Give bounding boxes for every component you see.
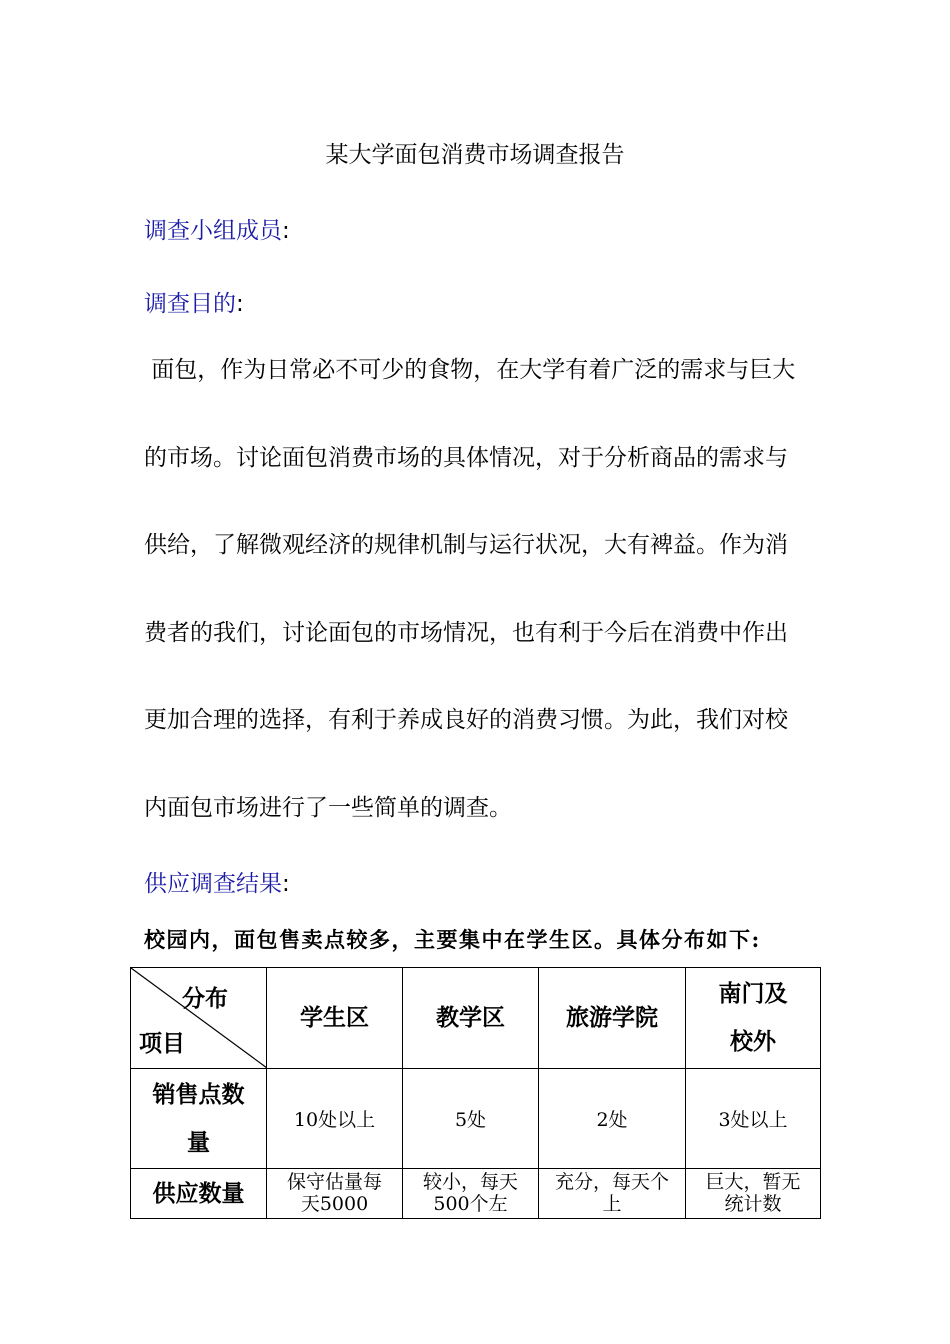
paragraph-line: 面包，作为日常必不可少的食物，在大学有着广泛的需求与巨大 <box>144 357 796 383</box>
section-colon: : <box>282 871 290 897</box>
column-header: 教学区 <box>403 968 539 1069</box>
paragraph-line: 的市场。讨论面包消费市场的具体情况，对于分析商品的需求与 <box>144 444 788 471</box>
table-row <box>131 1069 821 1169</box>
table-cell: 10处以上 <box>267 1069 403 1169</box>
paragraph-line: 供给，了解微观经济的规律机制与运行状况，大有裨益。作为消 <box>144 532 788 558</box>
supply-intro: 校园内，面包售卖点较多，主要集中在学生区。具体分布如下: <box>144 927 761 952</box>
paragraph-line: 费者的我们，讨论面包的市场情况，也有利于今后在消费中作出 <box>144 619 788 646</box>
purpose-paragraph <box>144 356 824 881</box>
distribution-table <box>130 967 821 1219</box>
row-header: 供应数量 <box>131 1169 267 1219</box>
section-label: 调查小组成员 <box>144 218 282 244</box>
column-header: 学生区 <box>267 968 403 1069</box>
table-row <box>131 1169 821 1219</box>
corner-label-top: 分布 <box>182 986 228 1012</box>
section-heading-members <box>144 212 290 245</box>
table-header-row <box>131 968 821 1069</box>
section-label: 调查目的 <box>144 291 236 317</box>
column-header: 旅游学院 <box>539 968 686 1069</box>
paragraph-line: 更加合理的选择，有利于养成良好的消费习惯。为此，我们对校 <box>144 707 788 733</box>
table-cell: 巨大，暂无统计数 <box>686 1169 821 1219</box>
section-colon: : <box>282 218 290 244</box>
page-title: 某大学面包消费市场调查报告 <box>325 142 625 168</box>
section-heading-supply <box>144 865 290 898</box>
table-cell: 充分，每天个上 <box>539 1169 686 1219</box>
corner-cell <box>131 968 267 1069</box>
table-cell: 保守估量每天5000 <box>267 1169 403 1219</box>
table-cell: 较小，每天500个左 <box>403 1169 539 1219</box>
table-cell: 5处 <box>403 1069 539 1169</box>
column-header: 南门及校外 <box>686 968 821 1069</box>
paragraph-line: 内面包市场进行了一些简单的调查。 <box>144 794 512 821</box>
section-colon: : <box>236 291 244 317</box>
table-cell: 2处 <box>539 1069 686 1169</box>
corner-label-bottom: 项目 <box>139 1031 185 1057</box>
section-label: 供应调查结果 <box>144 871 282 897</box>
section-heading-purpose <box>144 285 244 318</box>
row-header: 销售点数量 <box>131 1069 267 1169</box>
table-cell: 3处以上 <box>686 1069 821 1169</box>
